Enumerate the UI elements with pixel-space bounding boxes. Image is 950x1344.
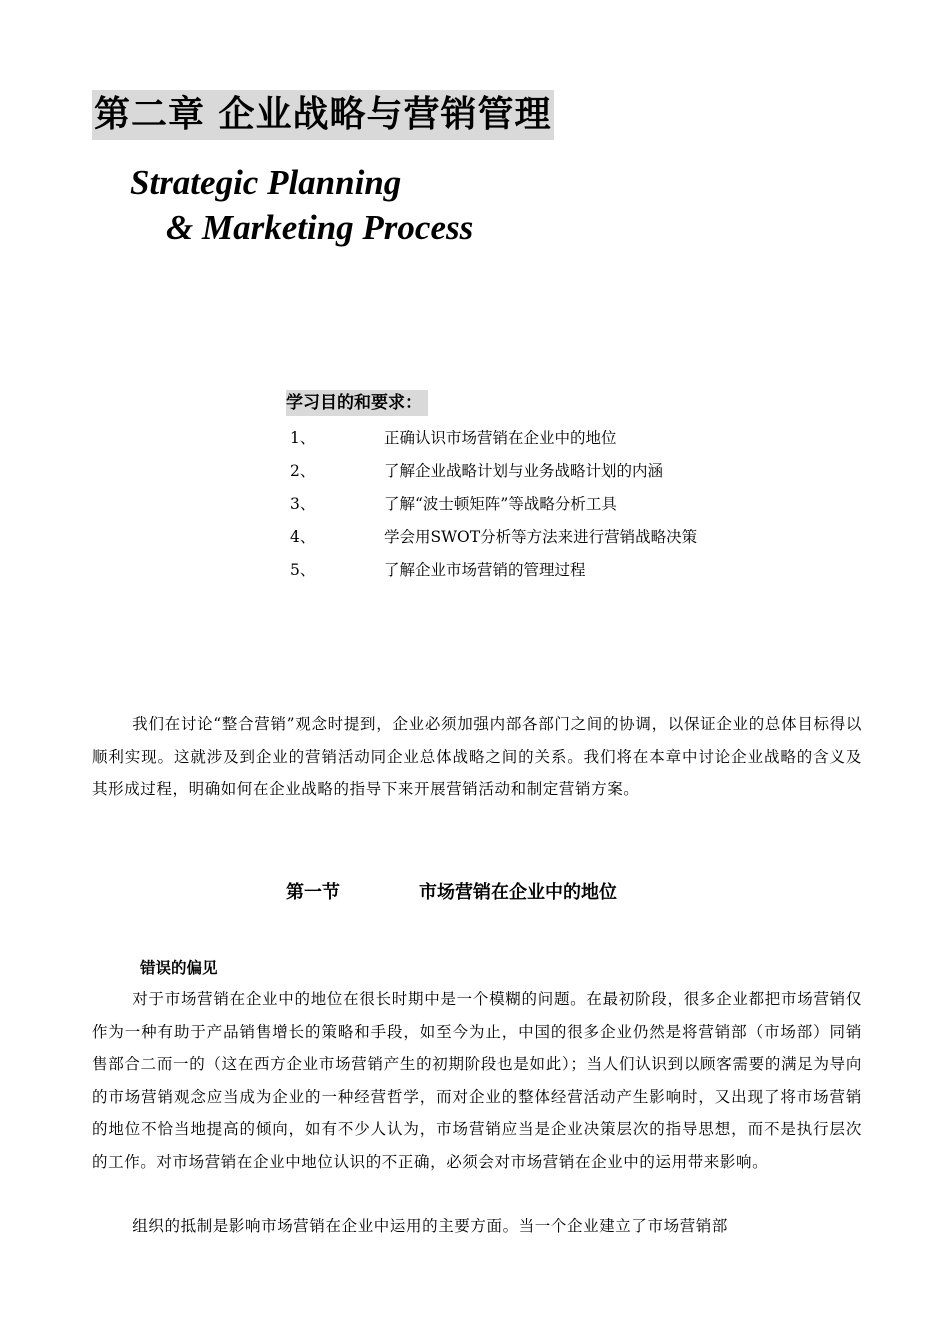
list-item <box>290 426 697 459</box>
english-title-line-1: Strategic Planning <box>130 163 402 202</box>
section-heading <box>286 878 617 904</box>
list-item-text: 正确认识市场营销在企业中的地位 <box>384 429 617 447</box>
list-item-text: 了解企业战略计划与业务战略计划的内涵 <box>384 462 664 480</box>
objectives-heading: 学习目的和要求： <box>286 390 428 416</box>
list-item-text: 了解“波士顿矩阵”等战略分析工具 <box>384 495 617 513</box>
list-item <box>290 459 697 492</box>
list-item-text: 了解企业市场营销的管理过程 <box>384 561 586 579</box>
chapter-title: 第二章 企业战略与营销管理 <box>92 90 554 140</box>
objectives-list <box>290 426 697 591</box>
section-title: 市场营销在企业中的地位 <box>419 882 617 903</box>
english-title-line-2: & Marketing Process <box>166 208 474 247</box>
subsection-heading: 错误的偏见 <box>140 959 218 977</box>
intro-paragraph: 我们在讨论“整合营销”观念时提到，企业必须加强内部各部门之间的协调，以保证企业的总体目标得以顺利实现。这就涉及到企业的营销活动同企业总体战略之间的关系。我们将在本章中讨论企业战略的含义及其形成过程，明确如何在企业战略的指导下来开展营销活动和制定营销方案。 <box>92 715 862 798</box>
body-paragraph: 组织的抵制是影响市场营销在企业中运用的主要方面。当一个企业建立了市场营销部 <box>132 1217 728 1235</box>
body-paragraph: 对于市场营销在企业中的地位在很长时期中是一个模糊的问题。在最初阶段，很多企业都把市场营销仅作为一种有助于产品销售增长的策略和手段，如至今为止，中国的很多企业仍然是将营销部（市场部）同销售部合二而一的（这在西方企业市场营销产生的初期阶段也是如此）；当人们认识到以顾客需要的满足为导向的市场营销观念应当成为企业的一种经营哲学，而对企业的整体经营活动产生影响时，又出现了将市场营销的地位不恰当地提高的倾向，如有不少人认为，市场营销应当是企业决策层次的指导思想，而不是执行层次的工作。对市场营销在企业中地位认识的不正确，必须会对市场营销在企业中的运用带来影响。 <box>92 990 862 1171</box>
list-item <box>290 558 697 591</box>
list-item-number: 3、 <box>290 495 316 513</box>
list-item-text: 学会用SWOT分析等方法来进行营销战略决策 <box>384 528 698 546</box>
list-item-number: 4、 <box>290 528 316 546</box>
list-item-number: 5、 <box>290 561 316 579</box>
section-number: 第一节 <box>286 882 340 903</box>
list-item <box>290 492 697 525</box>
list-item <box>290 525 697 558</box>
list-item-number: 1、 <box>290 429 316 447</box>
list-item-number: 2、 <box>290 462 316 480</box>
